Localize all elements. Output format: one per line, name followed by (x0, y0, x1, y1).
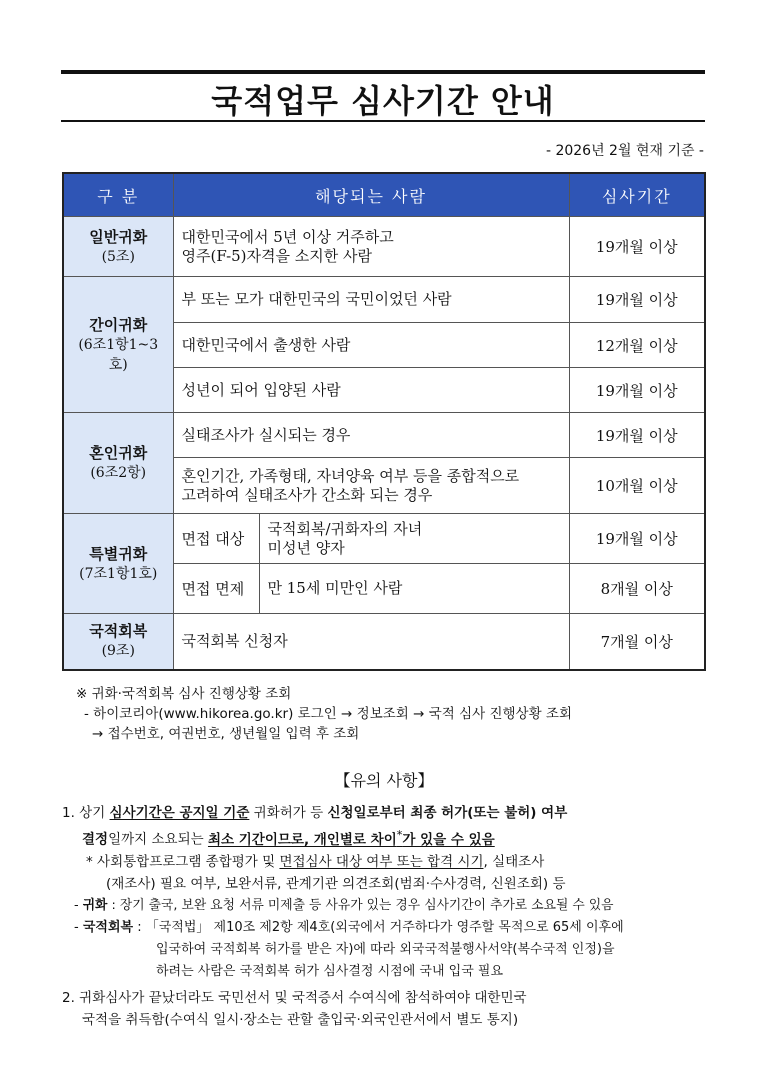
category-special: 특별귀화 (7조1항1호) (63, 514, 173, 614)
desc-simple-3: 성년이 되어 입양된 사람 (173, 368, 569, 413)
title-top-rule (61, 70, 705, 74)
category-restore: 국적회복 (9조) (63, 614, 173, 670)
caution-item-2-line-1: 2. 귀화심사가 끝났더라도 국민선서 및 국적증서 수여식에 참석하여야 대한민국 (62, 989, 527, 1006)
desc-restore: 국적회복 신청자 (173, 614, 569, 670)
status-inquiry-notes (62, 684, 712, 744)
caution-restore-line-2: 입국하여 국적회복 허가를 받은 자)에 따라 외국국적불행사서약(복수국적 인정)을 (156, 941, 615, 957)
basis-date: - 2026년 2월 현재 기준 - (545, 143, 704, 159)
caution-item-2-line-2: 국적을 취득함(수여식 일시·장소는 관할 출입국·외국인관서에서 별도 통지) (82, 1011, 519, 1028)
caution-items (62, 802, 716, 1031)
period-simple-2: 12개월 이상 (569, 323, 705, 368)
header-period: 심사기간 (569, 173, 705, 217)
caution-restore-line-1: - 국적회복 : 「국적법」 제10조 제2항 제4호(외국에서 거주하다가 영주할 목적으로 65세 이후에 (74, 919, 624, 935)
desc-special-1: 국적회복/귀화자의 자녀 미성년 양자 (259, 514, 569, 564)
caution-item-1-line-2: 결정일까지 소요되는 최소 기간이므로, 개인별로 차이*가 있을 수 있음 (82, 828, 495, 848)
table-header-row (63, 173, 705, 217)
desc-marriage-2: 혼인기간, 가족형태, 자녀양육 여부 등을 종합적으로 고려하여 실태조사가 간소화 되는 경우 (173, 458, 569, 514)
desc-special-2: 만 15세 미만인 사람 (259, 564, 569, 614)
caution-heading: 【유의 사항】 (334, 771, 434, 790)
period-special-2: 8개월 이상 (569, 564, 705, 614)
review-period-table (62, 172, 706, 671)
caution-star-line-2: (재조사) 필요 여부, 보완서류, 관계기관 의견조회(범죄·수사경력, 신원조회) 등 (106, 875, 566, 892)
category-marriage: 혼인귀화 (6조2항) (63, 413, 173, 514)
subhead-interview-required: 면접 대상 (173, 514, 259, 564)
notes-heading: ※ 귀화·국적회복 심사 진행상황 조회 (76, 686, 292, 702)
category-simple: 간이귀화 (6조1항1~3호) (63, 277, 173, 413)
header-target: 해당되는 사람 (173, 173, 569, 217)
desc-marriage-1: 실태조사가 실시되는 경우 (173, 413, 569, 458)
period-marriage-2: 10개월 이상 (569, 458, 705, 514)
table-row (63, 413, 705, 458)
period-simple-3: 19개월 이상 (569, 368, 705, 413)
title-bottom-rule (61, 120, 705, 122)
subhead-interview-exempt: 면접 면제 (173, 564, 259, 614)
category-general: 일반귀화 (5조) (63, 217, 173, 277)
notes-line-1: - 하이코리아(www.hikorea.go.kr) 로그인 → 정보조회 → 국적 심사 진행상황 조회 (84, 706, 573, 722)
desc-general: 대한민국에서 5년 이상 거주하고 영주(F-5)자격을 소지한 사람 (173, 217, 569, 277)
table-row (63, 277, 705, 323)
desc-simple-1: 부 또는 모가 대한민국의 국민이었던 사람 (173, 277, 569, 323)
table-row (63, 614, 705, 670)
caution-item-1-line-1: 1. 상기 심사기간은 공지일 기준 귀화허가 등 신청일로부터 최종 허가(또는 불허) 여부 (62, 805, 568, 821)
caution-naturalization-line: - 귀화 : 장기 출국, 보완 요청 서류 미제출 등 사유가 있는 경우 심사기간이 추가로 소요될 수 있음 (74, 897, 614, 913)
period-simple-1: 19개월 이상 (569, 277, 705, 323)
header-category: 구 분 (63, 173, 173, 217)
caution-restore-line-3: 하려는 사람은 국적회복 허가 심사결정 시점에 국내 입국 필요 (156, 963, 504, 979)
notes-line-2: → 접수번호, 여권번호, 생년월일 입력 후 조회 (92, 726, 360, 742)
page-title: 국적업무 심사기간 안내 (211, 82, 555, 120)
table-row (63, 514, 705, 564)
period-special-1: 19개월 이상 (569, 514, 705, 564)
table-row (63, 217, 705, 277)
period-marriage-1: 19개월 이상 (569, 413, 705, 458)
period-restore: 7개월 이상 (569, 614, 705, 670)
desc-simple-2: 대한민국에서 출생한 사람 (173, 323, 569, 368)
caution-star-line-1: * 사회통합프로그램 종합평가 및 면접심사 대상 여부 또는 합격 시기, 실태조사 (86, 853, 545, 870)
period-general: 19개월 이상 (569, 217, 705, 277)
